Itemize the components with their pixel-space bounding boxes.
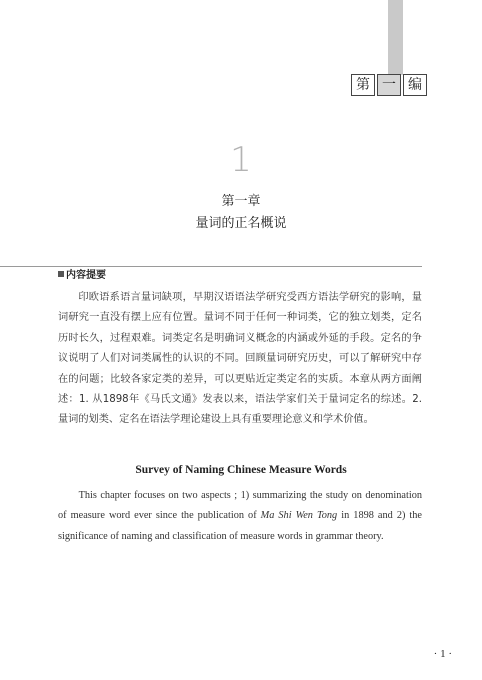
english-abstract-book-title: Ma Shi Wen Tong <box>260 510 338 522</box>
summary-heading-text: 内容提要 <box>66 270 106 281</box>
chapter-title: 量词的正名概说 <box>195 216 287 231</box>
page-number: · 1 · <box>433 648 452 660</box>
part-label <box>351 74 427 96</box>
summary-heading <box>58 266 106 281</box>
english-title: Survey of Naming Chinese Measure Words <box>135 464 347 476</box>
english-abstract-part2: in 1898 and 2) the significance of naming and classification of measure words in grammar theory. <box>58 510 423 542</box>
chapter-label: 第一章 <box>221 194 261 209</box>
square-bullet-icon <box>58 271 64 277</box>
part-label-char: 编 <box>403 74 427 96</box>
english-abstract-part1: This chapter focuses on two aspects ; 1) summarizing the study on denomination of measure word ever since the publication of <box>58 490 422 522</box>
summary-body: 印欧语系语言量词缺项，早期汉语语法学研究受西方语法学研究的影响，量词研究一直没有摆上应有位置。量词不同于任何一种词类，它的独立划类，定名历时长久，过程艰难。词类定名是明确词义概念的内涵或外延的手段。定名的争议说明了人们对词类属性的认识的不同。回顾量词研究历史，可以了解研究中存在的问题；比较各家定类的差异，可以更贴近定类定名的实质。本章从两方面阐述：1. 从1898年《马氏文通》发表以来，语法学家们关于量词定名的综述。2. 量词的划类、定名在语法学理论建设上具有重要理论意义和学术价值。 <box>58 292 422 426</box>
chapter-number: 1 <box>230 140 252 180</box>
part-label-char: 第 <box>351 74 375 96</box>
english-abstract <box>58 486 422 547</box>
part-label-char: 一 <box>377 74 401 96</box>
top-decorative-bar <box>388 0 403 75</box>
